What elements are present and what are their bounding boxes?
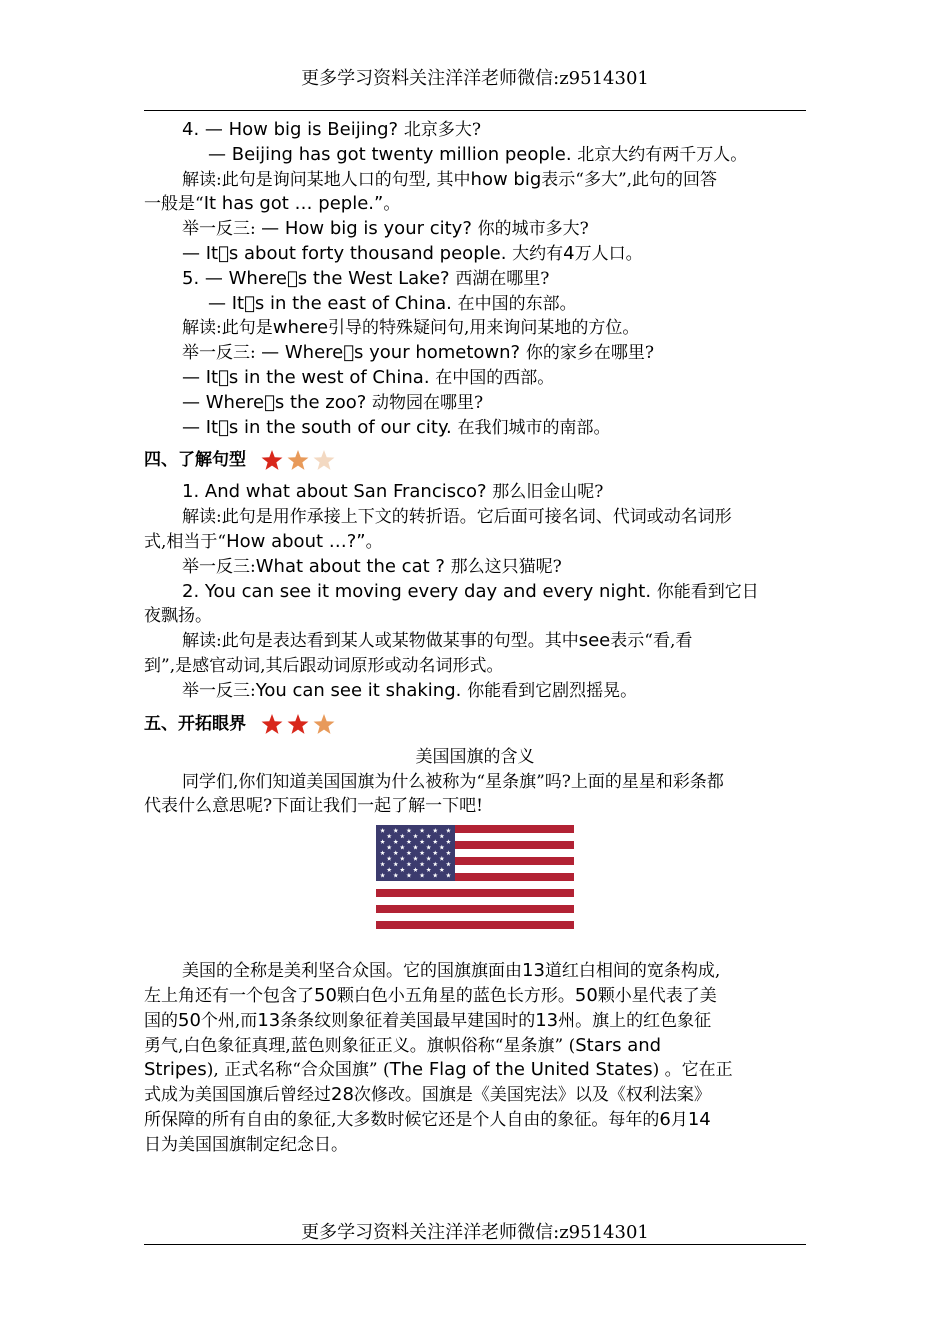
- chinese-text: 举一反三:: [182, 219, 262, 240]
- chinese-text: 解读:此句是用作承接上下文的转折语。它后面可接名词、代词或动名词形: [182, 507, 732, 528]
- english-text: — It s in the west of China.: [182, 366, 436, 388]
- text-line: [144, 267, 806, 292]
- english-text: Stars and: [575, 1034, 662, 1056]
- chinese-text: 动物园在哪里?: [372, 392, 484, 413]
- chinese-text: 在中国的东部。: [457, 293, 577, 314]
- chinese-text: 月: [670, 1109, 688, 1130]
- chinese-text: 北京大约有两千万人。: [577, 144, 748, 165]
- english-text: — Beijing has got twenty million people.: [208, 143, 578, 165]
- chinese-text: 你的城市多大?: [477, 219, 589, 240]
- spacer: [144, 937, 806, 959]
- flag-canton: [376, 825, 455, 881]
- chinese-text: 举一反三:: [182, 343, 262, 364]
- us-flag-image: [376, 825, 574, 929]
- english-text: how big: [470, 168, 542, 190]
- chinese-text: 那么旧金山呢?: [492, 482, 604, 503]
- chinese-text: 个州,而: [200, 1010, 258, 1031]
- chinese-text: 同学们,你们知道美国国旗为什么被称为“星条旗”吗?上面的星星和彩条都: [182, 771, 724, 792]
- section-heading-5: [144, 704, 806, 744]
- section-title: 四、了解句型: [144, 450, 246, 471]
- english-text: where: [272, 317, 329, 339]
- english-text: How about …?”: [226, 530, 366, 552]
- english-text: 4: [563, 242, 575, 264]
- text-line: [144, 316, 806, 341]
- chinese-text: 。: [383, 194, 401, 215]
- chinese-text: ), 正式名称“合众国旗” (: [206, 1060, 390, 1081]
- text-line: [144, 794, 806, 819]
- text-line: [144, 679, 806, 704]
- page-footer: 更多学习资料关注洋洋老师微信:z9514301: [301, 1222, 649, 1243]
- english-text: 1. And what about San Francisco?: [182, 481, 493, 503]
- flag-stripe: [376, 913, 574, 921]
- section-title: 五、开拓眼界: [144, 713, 246, 734]
- star-icon: [286, 712, 310, 736]
- english-text: — It s about forty thousand people.: [182, 242, 513, 264]
- english-text: 13: [257, 1009, 281, 1031]
- flag-stripe: [376, 897, 574, 905]
- star-icon: [312, 712, 336, 736]
- chinese-text: 一般是“: [144, 194, 204, 215]
- chinese-text: 你能看到它日: [656, 581, 759, 602]
- chinese-text: 式,相当于“: [144, 531, 227, 552]
- text-line: [144, 192, 806, 217]
- text-line: [144, 341, 806, 366]
- text-line: [144, 1009, 806, 1034]
- english-text: — How big is your city?: [261, 218, 478, 240]
- chinese-text: 西湖在哪里?: [455, 268, 550, 289]
- text-line: [144, 391, 806, 416]
- chinese-text: 北京多大?: [403, 120, 481, 140]
- text-line: [144, 604, 806, 629]
- text-line: [144, 629, 806, 654]
- page-header: 更多学习资料关注洋洋老师微信:z9514301: [301, 68, 649, 89]
- chinese-text: 到”,是感官动词,其后跟动词原形或动名词形式。: [144, 655, 504, 676]
- chinese-text: ) 。它在正: [652, 1060, 733, 1081]
- article-title: 美国国旗的含义: [415, 746, 535, 767]
- chinese-text: 左上角还有一个包含了: [144, 985, 314, 1006]
- chinese-text: 举一反三:: [182, 680, 256, 701]
- text-line: [144, 984, 806, 1009]
- text-line: [144, 217, 806, 242]
- text-line: [144, 416, 806, 441]
- text-line: [144, 505, 806, 530]
- english-text: Stripes: [144, 1059, 207, 1081]
- chinese-text: 那么这只猫呢?: [450, 556, 562, 577]
- chinese-text: 国的: [144, 1010, 178, 1031]
- english-text: — It s in the east of China.: [208, 292, 458, 314]
- article-intro: [144, 770, 806, 820]
- english-text: 6: [659, 1108, 671, 1130]
- chinese-text: 解读:此句是: [182, 318, 273, 339]
- english-text: — Where s your hometown?: [261, 342, 526, 364]
- text-line: [144, 118, 806, 143]
- text-line: [144, 366, 806, 391]
- footer-rule: [144, 1244, 806, 1245]
- chinese-text: 美国的全称是美利坚合众国。它的国旗旗面由: [182, 961, 522, 982]
- chinese-text: 代表什么意思呢?下面让我们一起了解一下吧!: [144, 796, 483, 817]
- english-text: 28: [331, 1084, 354, 1106]
- text-line: [144, 959, 806, 984]
- chinese-text: 引导的特殊疑问句,用来询问某地的方位。: [328, 318, 640, 339]
- text-line: [144, 580, 806, 605]
- text-line: [144, 242, 806, 267]
- text-line: [144, 530, 806, 555]
- sentence-block-a: [144, 118, 806, 440]
- text-line: [144, 770, 806, 795]
- english-text: — Where s the zoo?: [182, 391, 372, 413]
- chinese-text: 条条纹则象征着美国最早建国时的: [280, 1010, 536, 1031]
- text-line: [144, 1108, 806, 1133]
- chinese-text: 万人口。: [574, 243, 643, 264]
- text-line: [144, 168, 806, 193]
- english-text: You can see it shaking.: [255, 679, 468, 701]
- chinese-text: 你的家乡在哪里?: [525, 343, 654, 364]
- english-text: 13: [522, 960, 545, 982]
- english-text: 50: [314, 984, 337, 1006]
- english-text: The Flag of the United States: [389, 1059, 653, 1081]
- chinese-text: 在我们城市的南部。: [457, 417, 611, 438]
- sentence-block-b: [144, 480, 806, 703]
- english-text: 2. You can see it moving every day and every night.: [182, 580, 657, 602]
- text-line: [144, 143, 806, 168]
- english-text: 5. — Where s the West Lake?: [182, 267, 456, 289]
- english-text: — It s in the south of our city.: [182, 416, 458, 438]
- chinese-text: 夜飘扬。: [144, 606, 212, 627]
- star-icon: [312, 448, 336, 472]
- text-line: [144, 292, 806, 317]
- english-text: 50: [178, 1009, 201, 1031]
- chinese-text: 表示“多大”,此句的回答: [541, 169, 718, 190]
- chinese-text: 颗小星代表了美: [597, 985, 717, 1006]
- chinese-text: 举一反三:: [182, 556, 256, 577]
- chinese-text: 道红白相间的宽条构成,: [544, 961, 721, 982]
- chinese-text: 颗白色小五角星的蓝色长方形。: [336, 985, 575, 1006]
- text-line: [144, 480, 806, 505]
- rating-stars: [260, 712, 338, 736]
- article-body: [144, 959, 806, 1157]
- english-text: 14: [687, 1108, 711, 1130]
- section-heading-4: [144, 440, 806, 480]
- header-rule: [144, 110, 806, 111]
- content: [144, 118, 806, 1158]
- chinese-text: 所保障的所有自由的象征,大多数时候它还是个人自由的象征。每年的: [144, 1109, 660, 1130]
- english-text: It has got … peple.”: [203, 193, 384, 215]
- chinese-text: 你能看到它剧烈摇晃。: [467, 680, 638, 701]
- flag-stripe: [376, 889, 574, 897]
- star-icon: [260, 712, 284, 736]
- rating-stars: [260, 448, 338, 472]
- text-line: [144, 555, 806, 580]
- star-icon: [260, 448, 284, 472]
- chinese-text: 解读:此句是询问某地人口的句型, 其中: [182, 169, 471, 190]
- chinese-text: 解读:此句是表达看到某人或某物做某事的句型。其中: [182, 631, 579, 652]
- english-text: 13: [535, 1009, 559, 1031]
- text-line: [144, 1133, 806, 1158]
- english-text: 50: [574, 984, 598, 1006]
- chinese-text: 式成为美国国旗后曾经过: [144, 1085, 331, 1106]
- chinese-text: 大约有: [512, 243, 564, 264]
- english-text: see: [578, 630, 611, 652]
- english-text: 4. — How big is Beijing?: [182, 119, 404, 140]
- chinese-text: 州。旗上的红色象征: [558, 1010, 712, 1031]
- chinese-text: 表示“看,看: [610, 631, 693, 652]
- chinese-text: 日为美国国旗制定纪念日。: [144, 1134, 348, 1155]
- chinese-text: 勇气,白色象征真理,蓝色则象征正义。旗帜俗称“星条旗” (: [144, 1035, 576, 1056]
- flag-stripe: [376, 881, 574, 889]
- text-line: [144, 1058, 806, 1083]
- flag-stripe: [376, 905, 574, 913]
- star-icon: [286, 448, 310, 472]
- chinese-text: 在中国的西部。: [435, 367, 555, 388]
- flag-stripe: [376, 921, 574, 929]
- english-text: What about the cat ?: [255, 555, 451, 577]
- text-line: [144, 1034, 806, 1059]
- chinese-text: 次修改。国旗是《美国宪法》以及《权利法案》: [353, 1085, 711, 1106]
- text-line: [144, 654, 806, 679]
- chinese-text: 。: [365, 531, 383, 552]
- text-line: [144, 1083, 806, 1108]
